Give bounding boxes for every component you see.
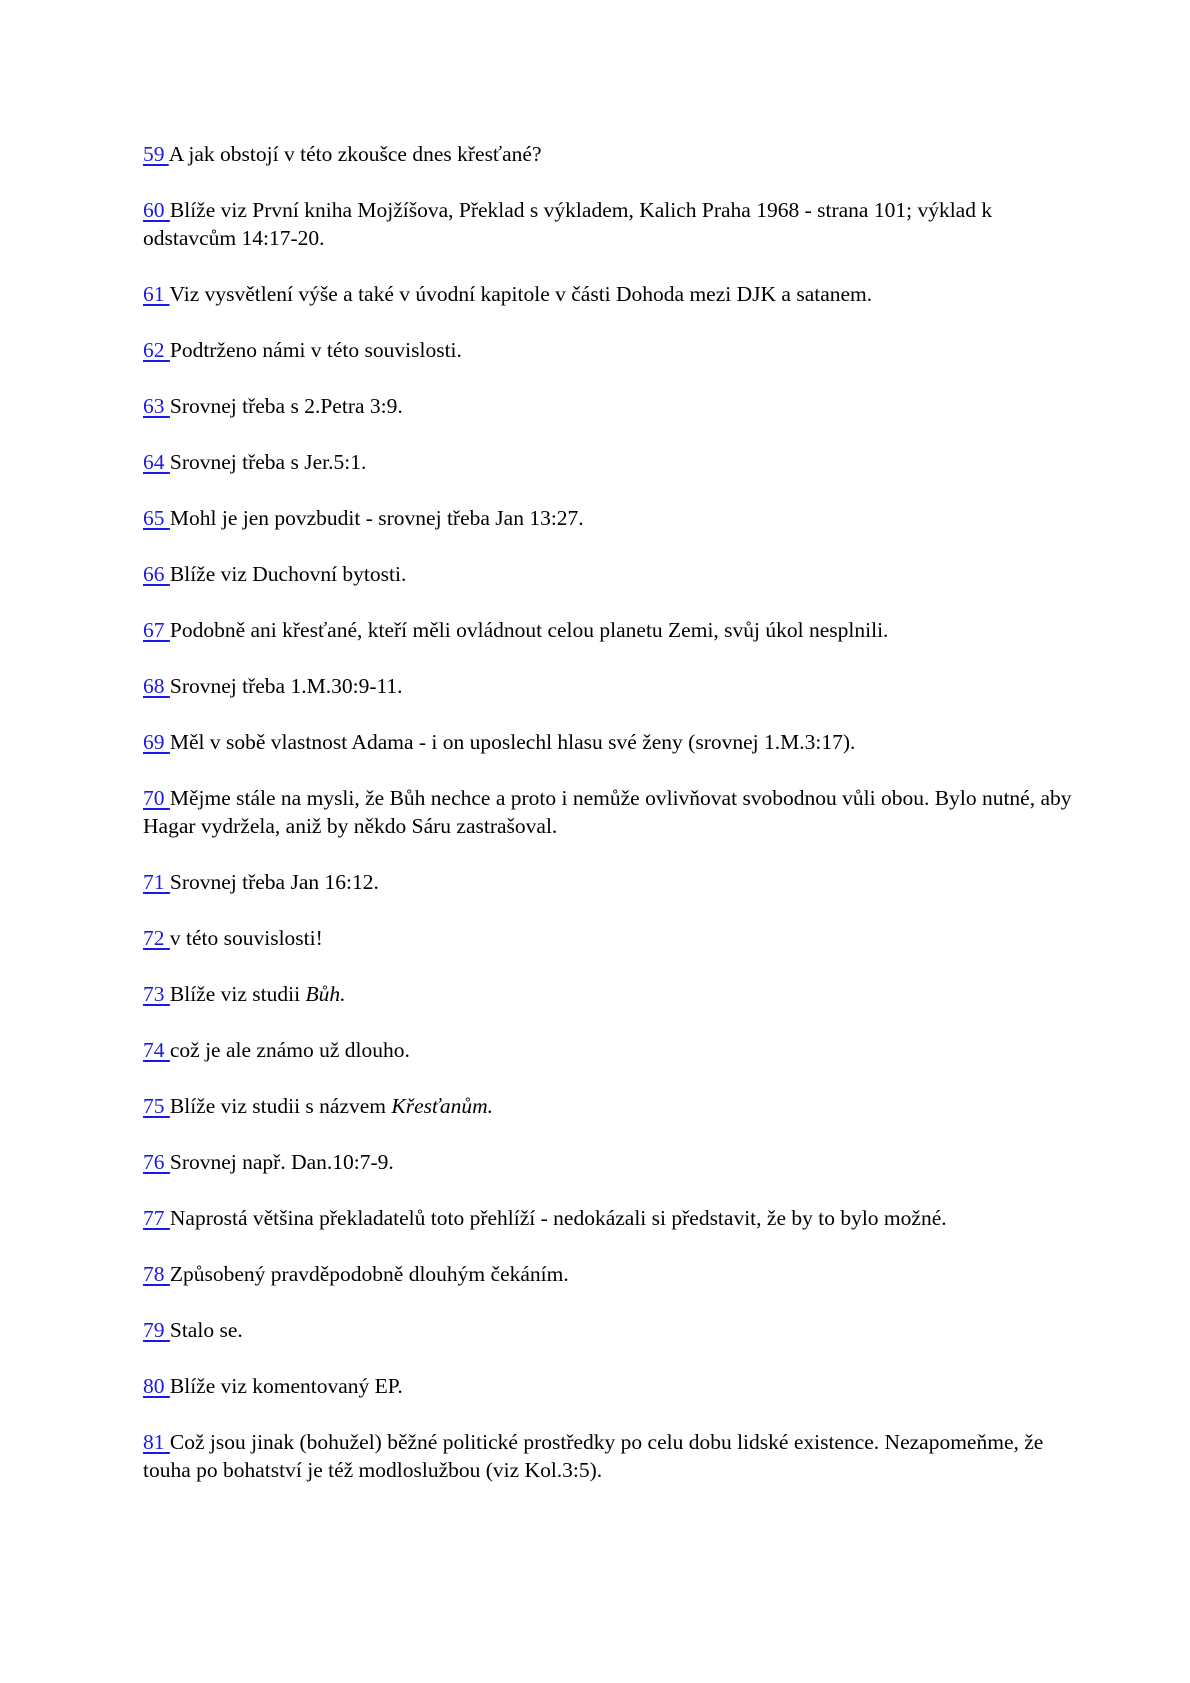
footnote-60-link[interactable]: 60: [143, 198, 170, 222]
footnote-76-text: Srovnej např. Dan.10:7-9.: [169, 1150, 394, 1174]
footnote-61-text: Viz vysvětlení výše a také v úvodní kapitole v části Dohoda mezi DJK a satanem.: [169, 282, 873, 306]
footnote-59-link[interactable]: 59: [143, 142, 169, 166]
footnote-65-text: Mohl je jen povzbudit - srovnej třeba Jan 13:27.: [169, 506, 584, 530]
footnote-72-link[interactable]: 72: [143, 926, 170, 950]
footnote-74-text: což je ale známo už dlouho.: [169, 1038, 410, 1062]
footnote-77: [143, 1204, 1073, 1232]
footnote-81-text: Což jsou jinak (bohužel) běžné politické prostředky po celu dobu lidské existence. Nezapomeňme, že touha po bohatství je též modloslužbou (viz Kol.3:5).: [143, 1430, 1049, 1482]
footnote-77-text: Naprostá většina překladatelů toto přehlíží - nedokázali si představit, že by to bylo možné.: [169, 1206, 947, 1230]
footnote-64-text: Srovnej třeba s Jer.5:1.: [169, 450, 367, 474]
footnote-74: [143, 1036, 1073, 1064]
footnote-67-text: Podobně ani křesťané, kteří měli ovládnout celou planetu Zemi, svůj úkol nesplnili.: [169, 618, 889, 642]
footnote-78: [143, 1260, 1073, 1288]
footnote-76: [143, 1148, 1073, 1176]
footnote-69-text: Měl v sobě vlastnost Adama - i on uposlechl hlasu své ženy (srovnej 1.M.3:17).: [169, 730, 856, 754]
footnote-81-link[interactable]: 81: [143, 1430, 170, 1454]
footnote-80-link[interactable]: 80: [143, 1374, 170, 1398]
footnote-62: [143, 336, 1073, 364]
footnote-68-link[interactable]: 68: [143, 674, 170, 698]
footnote-63: [143, 392, 1073, 420]
footnote-66: [143, 560, 1073, 588]
footnote-63-text: Srovnej třeba s 2.Petra 3:9.: [169, 394, 403, 418]
footnote-71-text: Srovnej třeba Jan 16:12.: [169, 870, 379, 894]
footnote-79: [143, 1316, 1073, 1344]
footnote-79-text: Stalo se.: [169, 1318, 243, 1342]
footnote-72-text: v této souvislosti!: [169, 926, 323, 950]
footnote-75-text: Blíže viz studii s názvem: [169, 1094, 392, 1118]
footnote-60: [143, 196, 1073, 252]
footnote-74-link[interactable]: 74: [143, 1038, 170, 1062]
footnote-59-text: A jak obstojí v této zkoušce dnes křesťané?: [168, 142, 542, 166]
footnote-81: [143, 1428, 1073, 1484]
footnote-69-link[interactable]: 69: [143, 730, 170, 754]
footnote-64: [143, 448, 1073, 476]
footnote-71-link[interactable]: 71: [143, 870, 170, 894]
footnote-80-text: Blíže viz komentovaný EP.: [169, 1374, 403, 1398]
footnote-66-text: Blíže viz Duchovní bytosti.: [169, 562, 407, 586]
footnote-77-link[interactable]: 77: [143, 1206, 170, 1230]
footnote-75: [143, 1092, 1073, 1120]
footnote-70-text: Mějme stále na mysli, že Bůh nechce a proto i nemůže ovlivňovat svobodnou vůli obou. Bylo nutné, aby Hagar vydržela, aniž by někdo Sáru zastrašoval.: [143, 786, 1077, 838]
footnote-62-link[interactable]: 62: [143, 338, 170, 362]
footnote-60-text: Blíže viz První kniha Mojžíšova, Překlad s výkladem, Kalich Praha 1968 - strana 101; výklad k odstavcům 14:17-20.: [143, 198, 998, 250]
footnote-64-link[interactable]: 64: [143, 450, 170, 474]
footnote-67-link[interactable]: 67: [143, 618, 170, 642]
footnote-62-text: Podtrženo námi v této souvislosti.: [169, 338, 462, 362]
footnote-66-link[interactable]: 66: [143, 562, 170, 586]
footnote-67: [143, 616, 1073, 644]
footnote-65-link[interactable]: 65: [143, 506, 170, 530]
footnote-61: [143, 280, 1073, 308]
footnote-65: [143, 504, 1073, 532]
footnote-61-link[interactable]: 61: [143, 282, 170, 306]
footnote-70-link[interactable]: 70: [143, 786, 170, 810]
footnote-75-link[interactable]: 75: [143, 1094, 170, 1118]
footnotes-list: [143, 140, 1077, 1512]
footnote-59: [143, 140, 1073, 168]
footnote-73-link[interactable]: 73: [143, 982, 170, 1006]
footnote-78-link[interactable]: 78: [143, 1262, 170, 1286]
footnote-78-text: Způsobený pravděpodobně dlouhým čekáním.: [169, 1262, 569, 1286]
footnote-69: [143, 728, 1073, 756]
footnote-70: [143, 784, 1077, 840]
footnote-72: [143, 924, 1073, 952]
footnote-73-text: Blíže viz studii: [169, 982, 306, 1006]
footnote-75-italic: Křesťanům.: [391, 1094, 493, 1118]
footnote-79-link[interactable]: 79: [143, 1318, 170, 1342]
footnote-71: [143, 868, 1073, 896]
footnote-80: [143, 1372, 1073, 1400]
footnote-73: [143, 980, 1073, 1008]
footnote-76-link[interactable]: 76: [143, 1150, 170, 1174]
footnote-68-text: Srovnej třeba 1.M.30:9-11.: [169, 674, 403, 698]
footnote-63-link[interactable]: 63: [143, 394, 170, 418]
footnote-73-italic: Bůh.: [305, 982, 346, 1006]
footnote-68: [143, 672, 1073, 700]
